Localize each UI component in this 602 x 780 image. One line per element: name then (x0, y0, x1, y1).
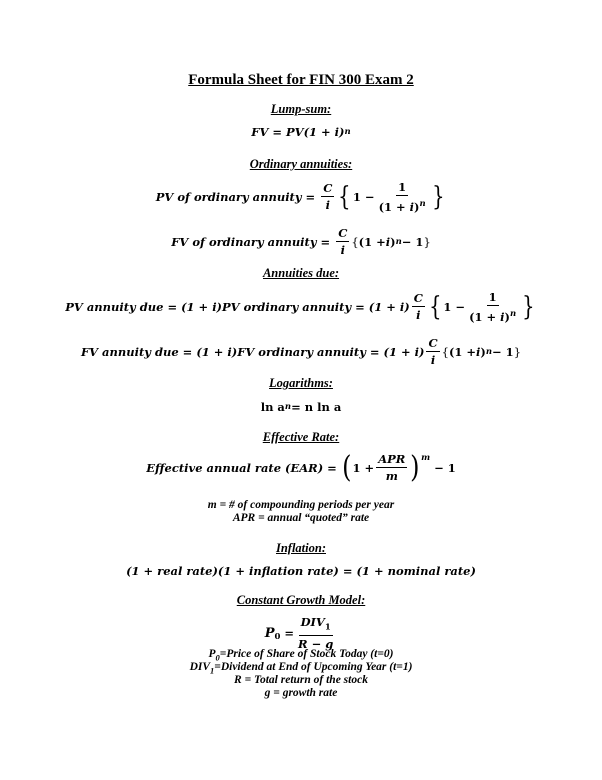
formula-constant-growth: P $_0$ = $\frac{DIV_1}{R - g}$ (264, 615, 334, 652)
note-apr-definition: APR = annual “quoted” rate (232, 512, 370, 524)
heading-lump-sum: Lump-sum: (270, 102, 332, 116)
fv-ordinary-lhs: FV of ordinary annuity = (171, 234, 331, 249)
formula-effective-annual-rate: Effective annual rate (EAR) = ( 1 + $\frac{\text{APR}}{m}$ ) $^m$ − 1 (146, 449, 456, 485)
pv-due-lhs: PV annuity due = (1 + i)PV ordinary annuity = (1 + i) (65, 299, 410, 314)
note-div-definition: $DIV_1=Dividend$ at End of Upcoming Year (t=1) (189, 661, 413, 676)
heading-constant-growth-model: Constant Growth Model: (236, 593, 366, 607)
fraction-apr-over-m: $\frac{\text{APR}}{m}$ (378, 452, 406, 483)
heading-ordinary-annuities: Ordinary annuities: (249, 157, 353, 171)
lump-sum-expression: FV = PV(1 + i) (251, 125, 345, 139)
pv-ordinary-lhs: PV of ordinary annuity = (155, 189, 316, 204)
fraction-c-over-i-due: $\frac{C}{i}$ (413, 291, 423, 323)
formula-fv-annuity-due: FV annuity due = (1 + i)FV ordinary annuity = (1 + i) $\frac{C}{i}$ { (1 + i ) n − 1 } (80, 336, 522, 367)
fraction-discount: $\frac{1}{(1 + i)^n}$ (378, 180, 426, 214)
heading-annuities-due: Annuities due: (262, 266, 340, 280)
fraction-c-over-i-fv-due: $\frac{C}{i}$ (428, 336, 438, 367)
inflation-expression: (1 + real rate)(1 + inflation rate) = (1 + nominal rate) (126, 564, 476, 578)
note-r-definition: R = Total return of the stock (234, 674, 368, 686)
formula-lump-sum (0, 125, 602, 139)
page-title: Formula Sheet for FIN 300 Exam 2 (188, 72, 414, 88)
heading-effective-rate: Effective Rate: (262, 430, 340, 444)
ear-lhs: Effective annual rate (EAR) = (146, 460, 337, 475)
log-rhs: = n ln a (291, 400, 342, 414)
log-lhs: ln a (260, 400, 285, 414)
note-p0-definition: $P_0=Price$ of Share of Stock Today (t=0) (208, 648, 394, 663)
fraction-c-over-i: $\frac{C}{i}$ (323, 181, 333, 213)
note-g-definition: g = growth rate (264, 687, 338, 699)
heading-inflation: Inflation: (275, 541, 326, 555)
formula-fv-ordinary-annuity: FV of ordinary annuity = $\frac{C}{i}$ { (1 + i ) n − 1 } (171, 226, 431, 257)
formula-logarithm: ln a n = n ln a (260, 400, 342, 414)
formula-pv-ordinary-annuity: PV of ordinary annuity = $\frac{C}{i}$ { 1 − $\frac{1}{(1 + i)^n}$ } (155, 180, 445, 214)
fv-due-lhs: FV annuity due = (1 + i)FV ordinary annuity = (1 + i) (80, 344, 425, 359)
fraction-c-over-i-fv: $\frac{C}{i}$ (338, 226, 348, 257)
formula-inflation (0, 564, 602, 578)
fraction-discount-due: $\frac{1}{(1 + i)^n}$ (469, 290, 517, 324)
note-m-definition: m = # of compounding periods per year (207, 499, 395, 511)
exponent-n: n (344, 127, 351, 137)
formula-pv-annuity-due: PV annuity due = (1 + i)PV ordinary annuity = (1 + i) $\frac{C}{i}$ { 1 − $\frac{1}{(1 + i)^n}$ } (65, 290, 535, 324)
heading-logarithms: Logarithms: (269, 376, 333, 390)
fraction-div-over-r-minus-g: $\frac{DIV_1}{R - g}$ (298, 615, 334, 652)
